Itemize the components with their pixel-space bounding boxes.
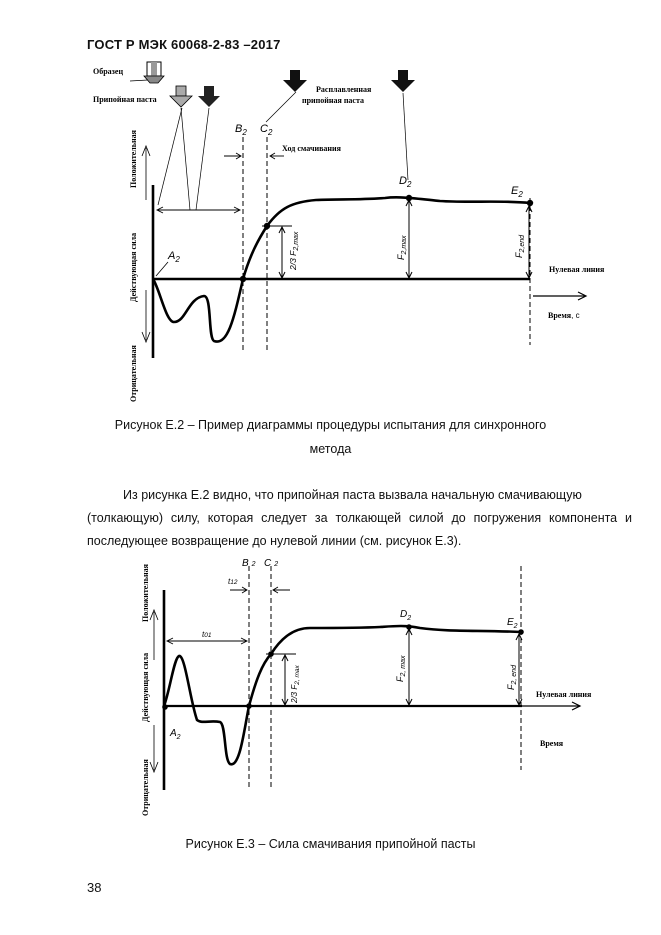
- acting-force-label: Действующая сила: [129, 232, 138, 302]
- point-b-label: B 2: [242, 558, 256, 569]
- point-a-label: $A_2$: [168, 250, 180, 264]
- paragraph-line-3: последующее возвращение до нулевой линии (см. рисунок Е.3).: [87, 534, 462, 548]
- zero-line-label: Нулевая линия: [536, 690, 592, 699]
- figure-e3-diagram: [0, 555, 661, 830]
- figure-e2-caption-line2: метода: [309, 442, 352, 456]
- page-number: 38: [87, 880, 102, 895]
- t01-label: t01: [202, 630, 212, 639]
- figure-e2-diagram: [0, 55, 661, 415]
- sample-label: Образец: [93, 67, 124, 76]
- wetting-force-curve: [164, 626, 521, 764]
- paragraph-line-1: Из рисунка Е.2 видно, что припойная паста вызвала начальную смачивающую: [123, 488, 582, 502]
- figure-e3-caption: Рисунок Е.3 – Сила смачивания припойной пасты: [185, 837, 476, 851]
- body-paragraph: [87, 484, 632, 553]
- molten-paste-label: Расплавленная: [316, 85, 372, 94]
- zero-line-label: Нулевая линия: [549, 265, 605, 274]
- fmax-label: $F_{2, max}$: [395, 655, 407, 682]
- point-d-label: $D_2$: [400, 609, 412, 622]
- point-d-label: $D_2$: [399, 175, 412, 189]
- point-c-label: $C_2$: [260, 123, 273, 137]
- point-e-label: $E_2$: [511, 185, 523, 199]
- point-a-marker: [162, 704, 168, 710]
- immersion-travel-label: Ход смачивания: [282, 144, 341, 153]
- point-a-label: $A_2$: [170, 728, 181, 741]
- point-b-marker: [240, 276, 246, 282]
- point-c-label: C 2: [264, 558, 279, 569]
- point-e-label: $E_2$: [507, 617, 518, 630]
- positive-label: Положительная: [129, 130, 138, 188]
- point-b-label: $B_2$: [235, 123, 247, 137]
- negative-label: Отрицательная: [129, 345, 138, 402]
- time-axis-label: Время, с: [548, 311, 580, 320]
- fend-label: $F_{2, end}$: [506, 665, 518, 690]
- point-b-marker: [246, 703, 252, 709]
- down-arrow-icon: [170, 86, 220, 107]
- molten-paste-label-2: припойная паста: [302, 96, 365, 105]
- t12-label: t12: [228, 577, 238, 586]
- two-thirds-fmax-label: 2/3 $F_{2,max}$: [288, 231, 300, 270]
- document-header: ГОСТ Р МЭК 60068-2-83 –2017: [87, 37, 281, 52]
- negative-label: Отрицательная: [141, 759, 150, 816]
- solder-paste-label: Припойная паста: [93, 95, 157, 104]
- paragraph-line-2: (толкающую) силу, которая следует за толкающей силой до погружения компонента и: [87, 511, 632, 525]
- fmax-label: $F_{2,max}$: [396, 235, 408, 260]
- two-thirds-fmax-label: 2/3 $F_{2, max}$: [290, 665, 301, 703]
- positive-label: Положительная: [141, 564, 150, 622]
- time-axis-label: Время: [540, 739, 564, 748]
- figure-e2-caption-line1: Рисунок Е.2 – Пример диаграммы процедуры испытания для синхронного: [114, 418, 547, 432]
- acting-force-label: Действующая сила: [141, 652, 150, 722]
- wetting-force-curve: [153, 197, 530, 341]
- point-e-marker: [527, 200, 533, 206]
- fend-label: $F_{2,end}$: [514, 234, 526, 258]
